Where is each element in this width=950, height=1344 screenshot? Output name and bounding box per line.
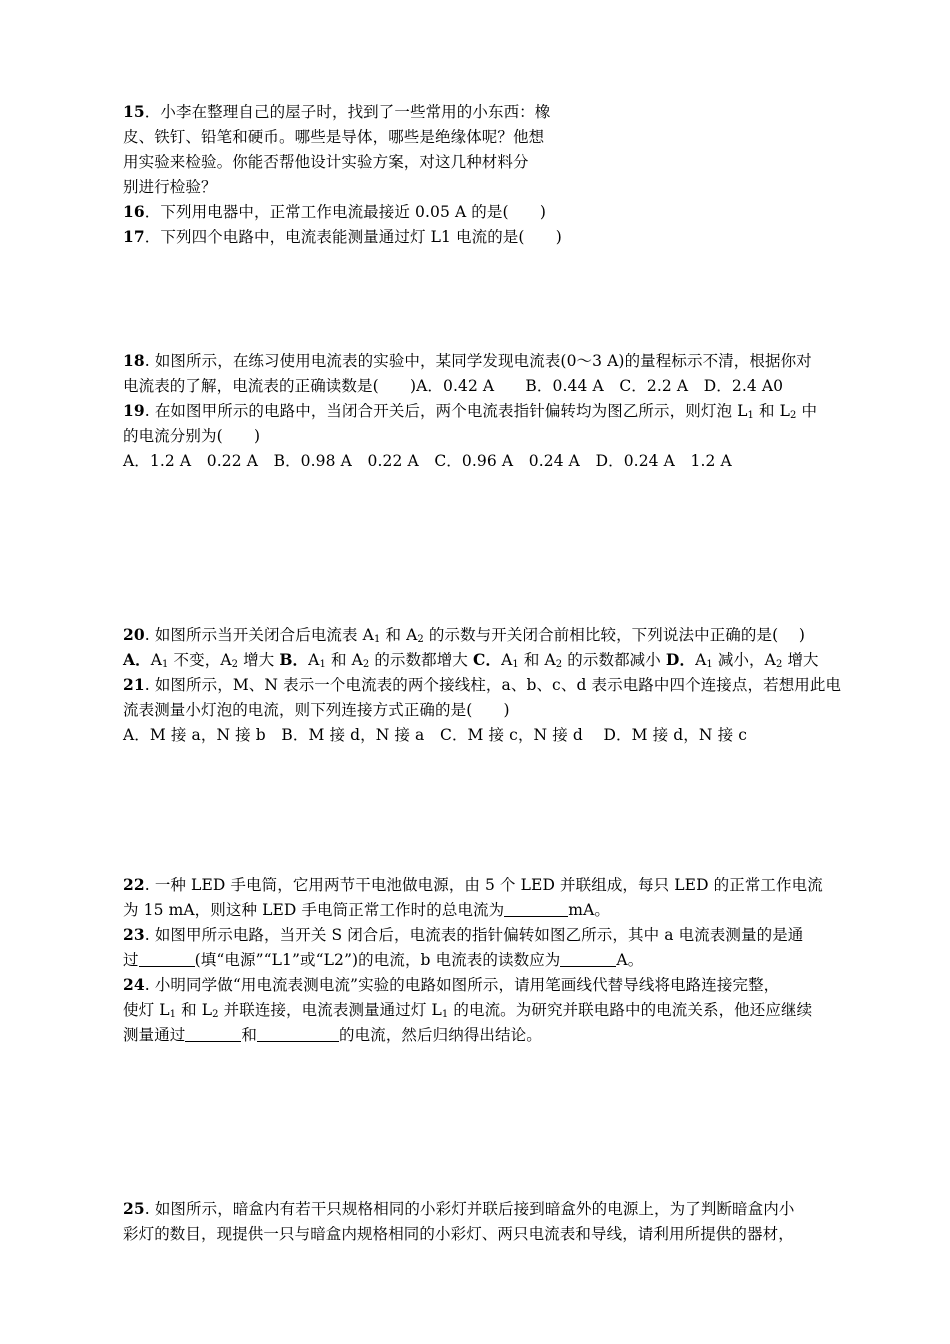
q20-od-2: 1: [706, 659, 713, 670]
q25-text-1: . 如图所示，暗盒内有若干只规格相同的小彩灯并联后接到暗盒外的电源上，为了判断暗盒内小: [144, 1200, 795, 1218]
q24-text-1: . 小明同学做“用电流表测电流”实验的电路如图所示，请用笔画线代替导线将电路连接完整，: [144, 976, 780, 994]
q20-ob-2: 1: [319, 659, 326, 670]
q19-line-2: 的电流分别为( ): [123, 427, 261, 445]
q19-sub-2: 2: [790, 410, 797, 421]
q23-text-2b: (填“电源”“L1”或“L2”)的电流，b 电流表的读数应为: [194, 951, 561, 969]
q18-line-1: [123, 351, 812, 371]
q19-sub-1: 1: [747, 410, 754, 421]
q24-line-2: [123, 1000, 812, 1020]
q24-sub-3: 1: [441, 1009, 449, 1020]
q22-text-2b: mA。: [568, 901, 610, 919]
q23-line-2: [123, 950, 643, 970]
q24-text-2d: 的电流。为研究并联电路中的电流关系，他还应继续: [448, 1001, 813, 1019]
q20-text-1a: . 如图所示当开关闭合后电流表 A: [144, 626, 374, 644]
q20-oc-1: A: [501, 651, 513, 669]
q17-text: ．下列四个电路中，电流表能测量通过灯 L1 电流的是( ): [144, 228, 562, 246]
q20-text-1c: 的示数与开关闭合前相比较，下列说法中正确的是( ): [423, 626, 806, 644]
q15-line-4: 别进行检验？: [123, 178, 217, 196]
q23-line-1: [123, 925, 803, 945]
q16-text: ．下列用电器中，正常工作电流最接近 0.05 A 的是( ): [144, 203, 546, 221]
q15-number: 15: [123, 102, 145, 121]
q22-number: 22: [123, 875, 145, 894]
q20-oa-1: A: [150, 651, 163, 669]
q24-sub-2: 2: [212, 1009, 219, 1020]
q24-sub-1: 1: [169, 1009, 177, 1020]
q17-line: [123, 227, 562, 247]
q20-option-d-label: D．: [665, 650, 696, 669]
q25-line-1: [123, 1199, 794, 1219]
q18-line-2: 电流表的了解，电流表的正确读数是( )A．0.42 A B．0.44 A C．2.2 A D．2.4 A0: [123, 377, 784, 395]
q20-oc-5: 的示数都减小: [562, 651, 666, 669]
q20-oa-2: 1: [162, 659, 169, 670]
q20-option-c-label: C．: [473, 650, 502, 669]
q20-ob-4: 2: [362, 659, 370, 670]
q20-ob-5: 的示数都增大: [369, 651, 474, 669]
q20-oc-3: 和 A: [518, 651, 556, 669]
q22-text-1: . 一种 LED 手电筒，它用两节干电池做电源，由 5 个 LED 并联组成，每只 LED 的正常工作电流: [144, 876, 823, 894]
q19-text-1b: 和 L: [753, 402, 790, 420]
q19-line-1: [123, 401, 817, 421]
q20-od-3: 减小，A: [712, 651, 776, 669]
q24-number: 24: [123, 975, 145, 994]
q23-text-1: . 如图甲所示电路，当开关 S 闭合后，电流表的指针偏转如图乙所示，其中 a 电流表测量的是通: [144, 926, 804, 944]
q24-line-1: [123, 975, 779, 995]
q20-options: [123, 650, 819, 670]
q23-text-2c: A。: [616, 951, 644, 969]
q20-text-1b: 和 A: [380, 626, 418, 644]
q16-number: 16: [123, 202, 145, 221]
q22-line-1: [123, 875, 823, 895]
q17-number: 17: [123, 227, 145, 246]
q15-line-2: 皮、铁钉、铅笔和硬币。哪些是导体，哪些是绝缘体呢？他想: [123, 128, 545, 146]
q23-number: 23: [123, 925, 145, 944]
q19-options: A．1.2 A 0.22 A B．0.98 A 0.22 A C．0.96 A 0.24 A D．0.24 A 1.2 A: [123, 452, 732, 470]
q23-answer-blank-2[interactable]: [560, 952, 616, 967]
q20-oc-2: 1: [512, 659, 519, 670]
q20-od-5: 增大: [782, 651, 819, 669]
q24-answer-blank-1[interactable]: [185, 1027, 241, 1042]
q21-options: A．M 接 a，N 接 b B．M 接 d，N 接 a C．M 接 c，N 接 d D．M 接 d，N 接 c: [123, 726, 747, 744]
q19-text-1c: 中: [796, 402, 818, 420]
q24-text-3a: 测量通过: [123, 1026, 186, 1044]
q18-text-1: . 如图所示，在练习使用电流表的实验中，某同学发现电流表(0～3 A)的量程标示不清，根据你对: [144, 352, 812, 370]
q19-number: 19: [123, 401, 145, 420]
q20-oa-5: 增大: [238, 651, 280, 669]
q20-od-1: A: [695, 651, 707, 669]
q20-option-a-label: A．: [123, 650, 151, 669]
q24-answer-blank-2[interactable]: [257, 1027, 339, 1042]
q15-line-1: [123, 102, 550, 122]
q20-od-4: 2: [775, 659, 783, 670]
q24-text-2c: 并联连接，电流表测量通过灯 L: [218, 1001, 442, 1019]
q15-text-1: ．小李在整理自己的屋子时，找到了一些常用的小东西：橡: [144, 103, 551, 121]
q20-option-b-label: B．: [279, 650, 309, 669]
q22-text-2a: 为 15 mA，则这种 LED 手电筒正常工作时的总电流为: [123, 901, 505, 919]
q20-sub-2: 2: [417, 634, 424, 645]
q15-line-3: 用实验来检验。你能否帮他设计实验方案，对这几种材料分: [123, 153, 529, 171]
q25-number: 25: [123, 1199, 145, 1218]
q24-text-2b: 和 L: [176, 1001, 213, 1019]
q21-text-1: . 如图所示，M、N 表示一个电流表的两个接线柱，a、b、c、d 表示电路中四个连接点，若想用此电: [144, 676, 842, 694]
q20-oc-4: 2: [555, 659, 563, 670]
q22-line-2: [123, 900, 610, 920]
q22-answer-blank[interactable]: [504, 902, 568, 917]
q23-answer-blank-1[interactable]: [139, 952, 195, 967]
q16-line: [123, 202, 546, 222]
q20-oa-3: 不变，A: [168, 651, 232, 669]
q24-text-3b: 和: [241, 1026, 258, 1044]
q20-line-1: [123, 625, 805, 645]
q20-number: 20: [123, 625, 145, 644]
q20-ob-1: A: [308, 651, 320, 669]
q21-line-1: [123, 675, 841, 695]
q21-number: 21: [123, 675, 145, 694]
q24-text-3c: 的电流，然后归纳得出结论。: [339, 1026, 542, 1044]
q23-text-2a: 过: [123, 951, 139, 969]
q25-line-2: 彩灯的数目，现提供一只与暗盒内规格相同的小彩灯、两只电流表和导线，请利用所提供的器材，: [123, 1225, 794, 1243]
q20-sub-1: 1: [373, 634, 381, 645]
q19-text-1a: . 在如图甲所示的电路中，当闭合开关后，两个电流表指针偏转均为图乙所示，则灯泡 L: [144, 402, 748, 420]
q20-ob-3: 和 A: [325, 651, 363, 669]
q21-line-2: 流表测量小灯泡的电流，则下列连接方式正确的是( ): [123, 701, 510, 719]
q24-text-2a: 使灯 L: [123, 1001, 170, 1019]
q24-line-3: [123, 1025, 542, 1045]
q20-oa-4: 2: [231, 659, 239, 670]
q18-number: 18: [123, 351, 145, 370]
